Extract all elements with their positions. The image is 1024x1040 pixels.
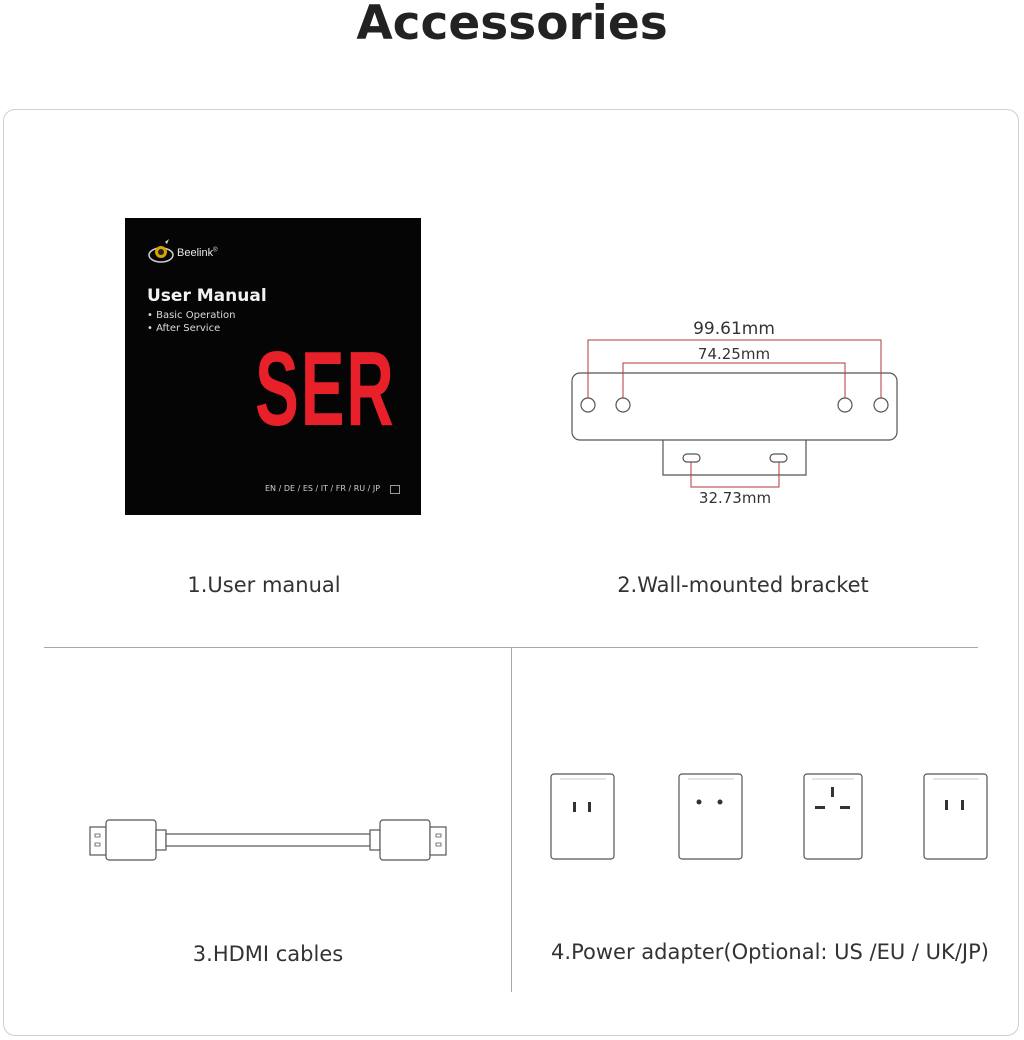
dimension-outer-label: 99.61mm	[693, 319, 775, 339]
bracket-tab	[663, 440, 806, 475]
caption-power-adapter: 4.Power adapter(Optional: US /EU / UK/JP)	[551, 940, 989, 964]
manual-bullet-after-service: • After Service	[147, 323, 221, 334]
hdmi-neck-right	[370, 830, 380, 850]
manual-bullet-basic-operation: • Basic Operation	[147, 310, 236, 321]
bracket-plate	[572, 373, 897, 440]
inner-dimension-line	[623, 363, 845, 398]
manual-series-text: SER	[255, 330, 396, 448]
power-adapter-jp	[924, 774, 987, 859]
bracket-slot	[683, 454, 700, 462]
wall-bracket-drawing	[572, 373, 897, 475]
bracket-hole	[581, 398, 595, 412]
bracket-hole	[874, 398, 888, 412]
hdmi-wire	[166, 834, 370, 846]
power-adapter-uk	[804, 774, 862, 859]
caption-user-manual: 1.User manual	[187, 573, 341, 597]
hdmi-housing-left	[106, 820, 156, 860]
caption-wall-bracket: 2.Wall-mounted bracket	[617, 573, 869, 597]
dimension-inner-label: 74.25mm	[697, 345, 771, 363]
manual-languages: EN / DE / ES / IT / FR / RU / JP	[265, 484, 381, 493]
power-adapter-us	[551, 774, 614, 859]
hdmi-plug-left	[90, 827, 106, 855]
power-adapter-eu	[679, 774, 742, 859]
hdmi-plug-right	[430, 827, 446, 855]
hdmi-housing-right	[380, 820, 430, 860]
bracket-hole	[838, 398, 852, 412]
manual-title: User Manual	[147, 286, 267, 306]
caption-hdmi-cables: 3.HDMI cables	[192, 942, 344, 966]
manual-brand: Beelink®	[177, 247, 218, 259]
hdmi-cable-drawing	[90, 820, 446, 860]
hdmi-neck-left	[156, 830, 166, 850]
dimension-tab-label: 32.73mm	[698, 489, 772, 507]
bracket-hole	[616, 398, 630, 412]
page-title: Accessories	[356, 0, 668, 51]
bracket-slot	[770, 454, 787, 462]
